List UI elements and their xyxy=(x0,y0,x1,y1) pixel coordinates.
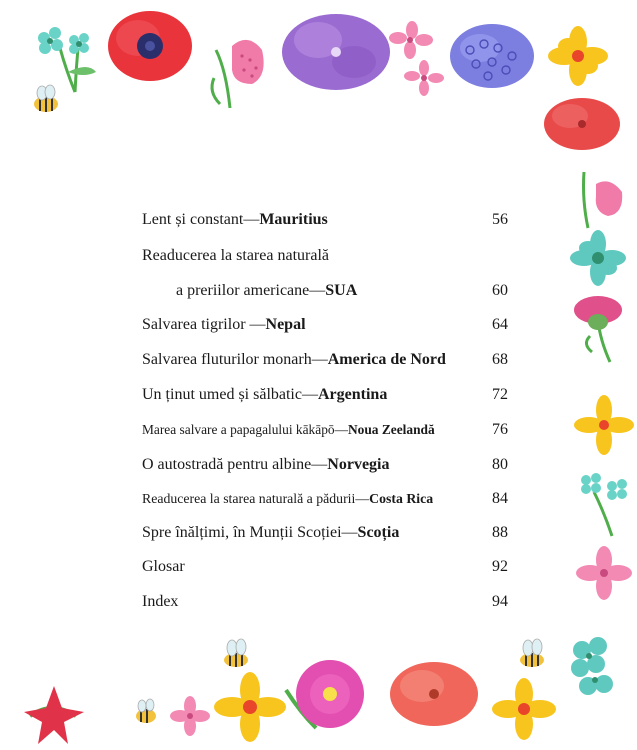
toc-entry xyxy=(142,523,508,543)
toc-entry xyxy=(142,420,508,440)
toc-entry xyxy=(142,246,508,266)
toc-entry xyxy=(142,557,508,577)
toc-entry-page: 84 xyxy=(492,490,508,507)
toc-entry-page: 94 xyxy=(492,593,508,610)
toc-entry-title: Lent și constant—Mauritius xyxy=(142,211,328,228)
toc-entry xyxy=(142,592,508,612)
toc-entry-title: O autostradă pentru albine—Norvegia xyxy=(142,456,390,473)
toc-entry xyxy=(142,385,508,405)
toc-entry-title: Index xyxy=(142,593,179,610)
toc-entry-title: Readucerea la starea naturală xyxy=(142,247,329,264)
toc-entry-page: 92 xyxy=(492,558,508,575)
toc-entry xyxy=(142,281,508,301)
toc-entry-page: 76 xyxy=(492,421,508,438)
toc-entry xyxy=(142,315,508,335)
toc-entry-page: 88 xyxy=(492,524,508,541)
toc-entry xyxy=(142,489,508,509)
toc-entry-title: Marea salvare a papagalului kākāpō—Noua Zeelandă xyxy=(142,422,435,437)
toc-entry xyxy=(142,350,508,370)
toc-entry-title: Salvarea fluturilor monarh—America de Nord xyxy=(142,351,446,368)
toc-entry-page: 60 xyxy=(492,282,508,299)
toc-entry xyxy=(142,210,508,230)
toc-entry-page: 80 xyxy=(492,456,508,473)
toc-entry-title: a preriilor americane—SUA xyxy=(176,282,358,299)
toc-entry-title: Salvarea tigrilor —Nepal xyxy=(142,316,306,333)
toc-entry-page: 72 xyxy=(492,386,508,403)
toc-entry-title: Spre înălțimi, în Munții Scoției—Scoția xyxy=(142,524,400,541)
toc-entry-title: Readucerea la starea naturală a pădurii—Costa Rica xyxy=(142,491,434,506)
toc-entry-title: Un ținut umed și sălbatic—Argentina xyxy=(142,386,388,403)
toc-entry-page: 68 xyxy=(492,351,508,368)
toc-entry xyxy=(142,455,508,475)
toc-entry-title: Glosar xyxy=(142,558,185,575)
toc-entry-page: 64 xyxy=(492,316,508,333)
toc-entry-page: 56 xyxy=(492,211,508,228)
